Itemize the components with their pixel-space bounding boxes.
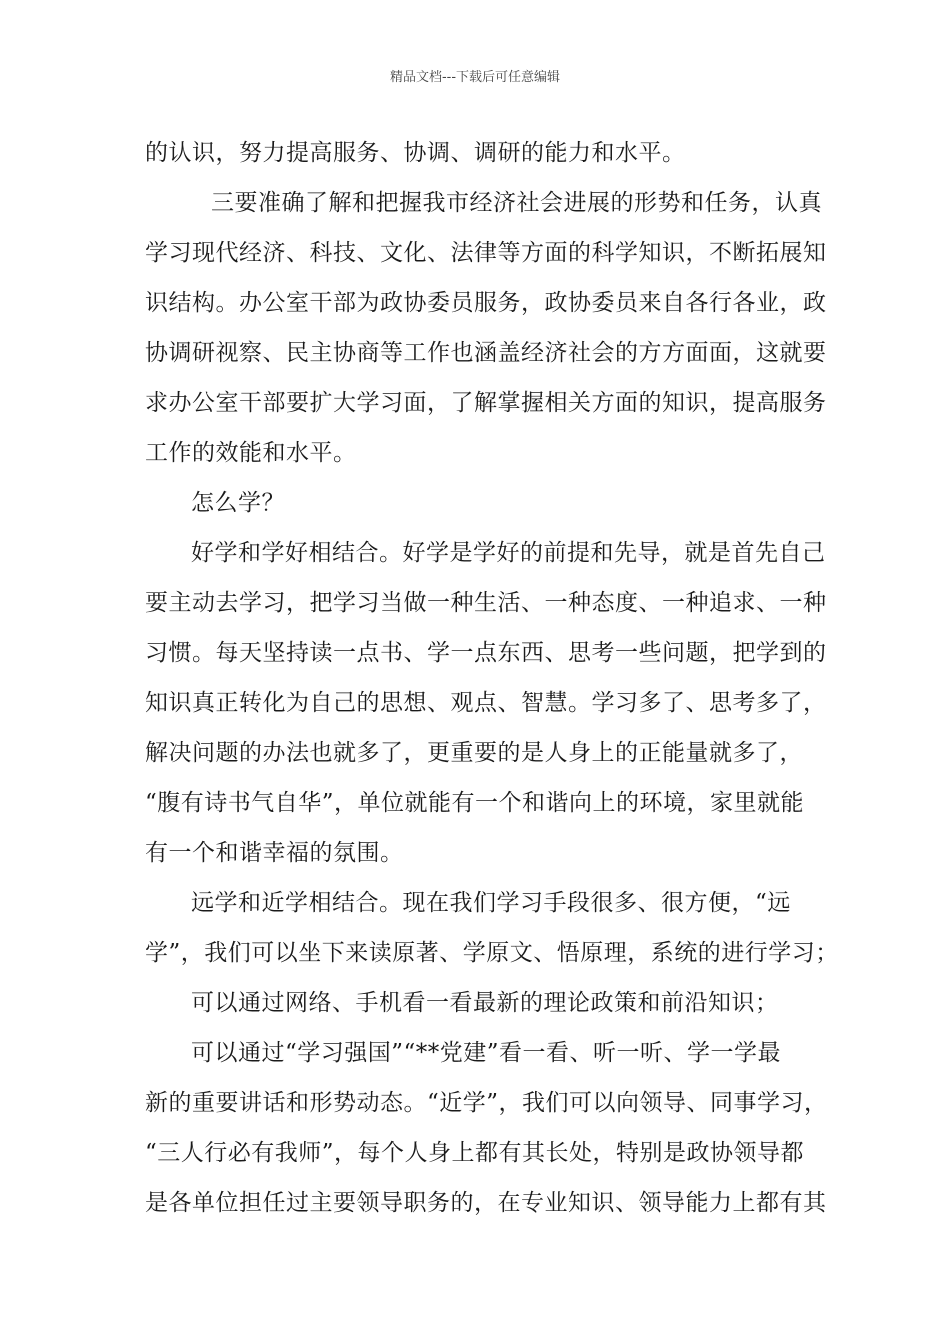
text-line: 好学和学好相结合。好学是学好的前提和先导，就是首先自己	[191, 540, 826, 566]
text-line: 习惯。每天坚持读一点书、学一点东西、思考一些问题，把学到的	[145, 640, 827, 666]
text-line: 解决问题的办法也就多了，更重要的是人身上的正能量就多了，	[145, 740, 803, 766]
text-line: 三要准确了解和把握我市经济社会进展的形势和任务，认真	[211, 190, 822, 216]
text-line: 学习现代经济、科技、文化、法律等方面的科学知识，不断拓展知	[145, 240, 827, 266]
page-header: 精品文档---下载后可任意编辑	[389, 70, 561, 85]
text-line: 的认识，努力提高服务、协调、调研的能力和水平。	[145, 140, 686, 166]
text-line: 远学和近学相结合。现在我们学习手段很多、很方便，“远	[191, 890, 791, 916]
text-line: 是各单位担任过主要领导职务的，在专业知识、领导能力上都有其	[145, 1190, 827, 1216]
text-line: 求办公室干部要扩大学习面，了解掌握相关方面的知识，提高服务	[145, 390, 827, 416]
text-line: 协调研视察、民主协商等工作也涵盖经济社会的方方面面，这就要	[145, 340, 827, 366]
text-line: 可以通过网络、手机看一看最新的理论政策和前沿知识；	[191, 990, 779, 1016]
text-line: “腹有诗书气自华”，单位就能有一个和谐向上的环境，家里就能	[145, 790, 805, 816]
body-text	[145, 128, 839, 1228]
text-line: 怎么学？	[191, 490, 285, 516]
text-line: 识结构。办公室干部为政协委员服务，政协委员来自各行各业，政	[145, 290, 827, 316]
text-line: 可以通过“学习强国”“**党建”看一看、听一听、学一学最	[191, 1040, 782, 1066]
text-line: 学”，我们可以坐下来读原著、学原文、悟原理，系统的进行学习；	[145, 940, 839, 966]
text-line: 知识真正转化为自己的思想、观点、智慧。学习多了、思考多了，	[145, 690, 827, 716]
text-line: “三人行必有我师”，每个人身上都有其长处，特别是政协领导都	[145, 1140, 805, 1166]
text-line: 工作的效能和水平。	[145, 440, 357, 466]
text-line: 有一个和谐幸福的氛围。	[145, 840, 404, 866]
text-line: 要主动去学习，把学习当做一种生活、一种态度、一种追求、一种	[145, 590, 827, 616]
text-line: 新的重要讲话和形势动态。“近学”，我们可以向领导、同事学习，	[145, 1090, 828, 1116]
